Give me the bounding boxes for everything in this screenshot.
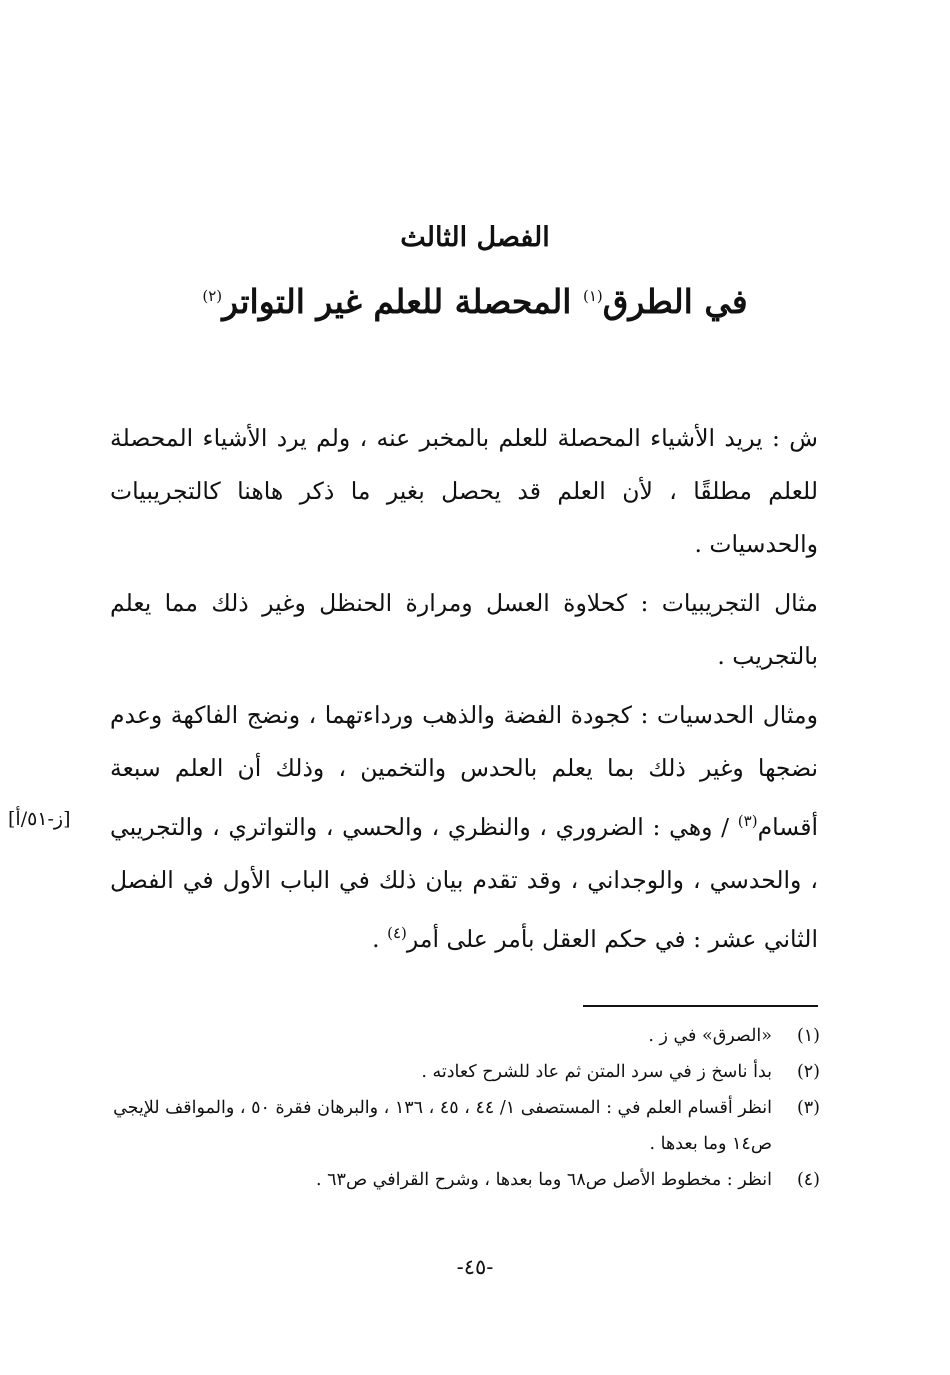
footnotes [110, 1018, 820, 1198]
footnote-text: «الصرق» في ز . [648, 1026, 772, 1046]
footnote-ref-3: (٣) [737, 812, 758, 830]
paragraph-3 [110, 689, 818, 966]
footnote-ref-1: (١) [582, 287, 603, 305]
footnote-ref-2: (٢) [202, 287, 223, 305]
footnote-text: انظر : مخطوط الأصل ص٦٨ وما بعدها ، وشرح القرافي ص٦٣ . [315, 1170, 772, 1190]
margin-manuscript-note: [ز-٥١/أ] [8, 808, 71, 830]
subtitle-part-2: المحصلة للعلم غير التواتر [222, 282, 583, 321]
footnote-number: (٢) [796, 1062, 820, 1082]
chapter-subtitle [0, 282, 950, 321]
paragraph-2: مثال التجريبيات : كحلاوة العسل ومرارة الحنظل وغير ذلك مما يعلم بالتجريب . [110, 589, 818, 670]
footnote-item [110, 1018, 820, 1054]
footnote-item [110, 1162, 820, 1198]
page-number: -٤٥- [456, 1255, 494, 1279]
paragraph-3-part-1: ومثال الحدسيات : كجودة الفضة والذهب ورداءتهما ، ونضج الفاكهة وعدم نضجها وغير ذلك بما يعلم بالحدس والتخمين ، وذلك أن العلم سبعة أقسام [110, 701, 818, 841]
footnote-text: بدأ ناسخ ز في سرد المتن ثم عاد للشرح كعادته . [421, 1062, 772, 1082]
footnote-item [110, 1054, 820, 1090]
subtitle-part-1: في الطرق [602, 282, 748, 321]
footnote-item [110, 1090, 820, 1162]
footnote-number: (١) [796, 1026, 820, 1046]
paragraph-3-part-2: / وهي : الضروري ، والنظري ، والحسي ، والتواتري ، والتجريبي ، والحدسي ، والوجداني ، وقد تقدم بيان ذلك في الباب الأول في الفصل الثاني عشر : في حكم العقل بأمر على أمر [110, 812, 818, 953]
footnote-number: (٤) [796, 1170, 820, 1190]
paragraph-1: ش : يريد الأشياء المحصلة للعلم بالمخبر عنه ، ولم يرد الأشياء المحصلة للعلم مطلقًا ، لأن العلم قد يحصل بغير ما ذكر هاهنا كالتجريبيات والحدسيات . [110, 424, 818, 558]
footnote-text: انظر أقسام العلم في : المستصفى ١/ ٤٤ ، ٤٥ ، ١٣٦ ، والبرهان فقرة ٥٠ ، والمواقف للإيجي ص١٤ وما بعدها . [113, 1098, 772, 1154]
footnote-number: (٣) [796, 1098, 820, 1118]
footnote-divider [583, 1005, 818, 1007]
footnote-ref-4: (٤) [387, 923, 407, 942]
chapter-title: الفصل الثالث [400, 222, 550, 253]
paragraph-3-end: . [372, 924, 388, 953]
body-text [110, 412, 818, 966]
